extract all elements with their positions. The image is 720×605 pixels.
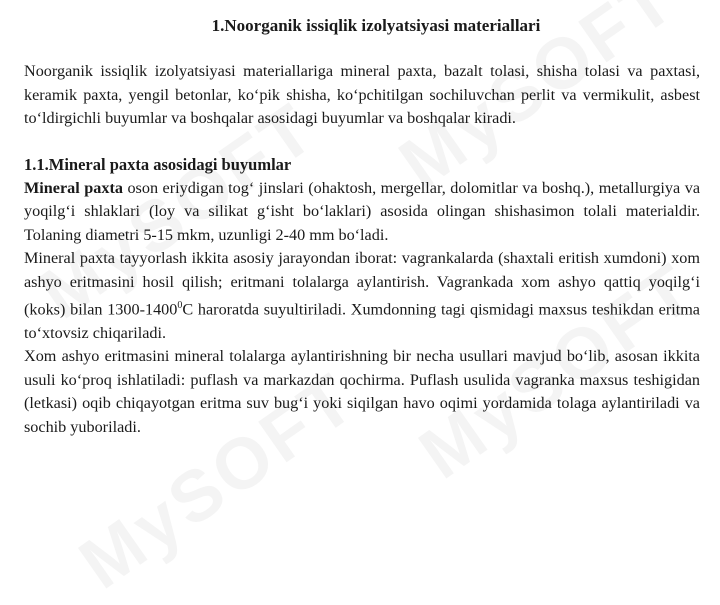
paragraph-text: Mineral paxta tayyorlash ikkita asosiy jarayondan iborat: vagrankalarda (shaxtali eritish xumdoni) xom ashyo eritmasini hosil qilish; eritmani tolalarga aylantirish. Vagrankada xom ashyo qattiq yoqilg‘i (koks) bilan 1300-1400 <box>24 249 700 319</box>
paragraph-mineral-paxta <box>24 177 700 248</box>
paragraph-text: oson eriydigan tog‘ jinslari (ohaktosh, mergellar, dolomitlar va boshq.), metallurgiya va yoqilg‘i shlaklari (loy va silikat g‘isht bo‘laklari) asosida olingan shishasimon tolali materialdir. Tolaning diametri 5-15 mkm, uzunligi 2-40 mm bo‘ladi. <box>24 178 701 244</box>
document-title: 1.Noorganik issiqlik izolyatsiyasi materiallari <box>211 16 541 35</box>
spacer <box>24 38 700 60</box>
lead-term: Mineral paxta <box>24 178 123 197</box>
paragraph-methods: Xom ashyo eritmasini mineral tolalarga aylantirishning bir necha usullari mavjud bo‘lib, asosan ikkita usuli ko‘proq ishlatiladi: puflash va markazdan qochirma. Puflash usulida vagranka maxsus teshigidan (letkasi) oqib chiqayotgan eritma suv bug‘i yoki siqilgan havo oqimi yordamida tolaga aylantiriladi va sochib yuboriladi. <box>24 347 700 436</box>
section-heading: 1.1.Mineral paxta asosidagi buyumlar <box>24 154 292 174</box>
paragraph-production <box>24 247 700 345</box>
paragraph-text: C haroratda suyultiriladi. Xumdonning tagi qismidagi maxsus teshikdan eritma to‘xtovsiz chiqariladi. <box>24 300 700 342</box>
document-page <box>24 14 700 439</box>
degree-superscript: 0 <box>177 300 183 311</box>
intro-paragraph: Noorganik issiqlik izolyatsiyasi materiallariga mineral paxta, bazalt tolasi, shisha tolasi va paxtasi, keramik paxta, yengil betonlar, ko‘pik shisha, ko‘pchitilgan sochiluvchan perlit va vermikulit, asbest to‘ldirgichli buyumlar va boshqalar asosidagi buyumlar va boshqalar kiradi. <box>24 62 700 127</box>
spacer <box>24 131 700 153</box>
